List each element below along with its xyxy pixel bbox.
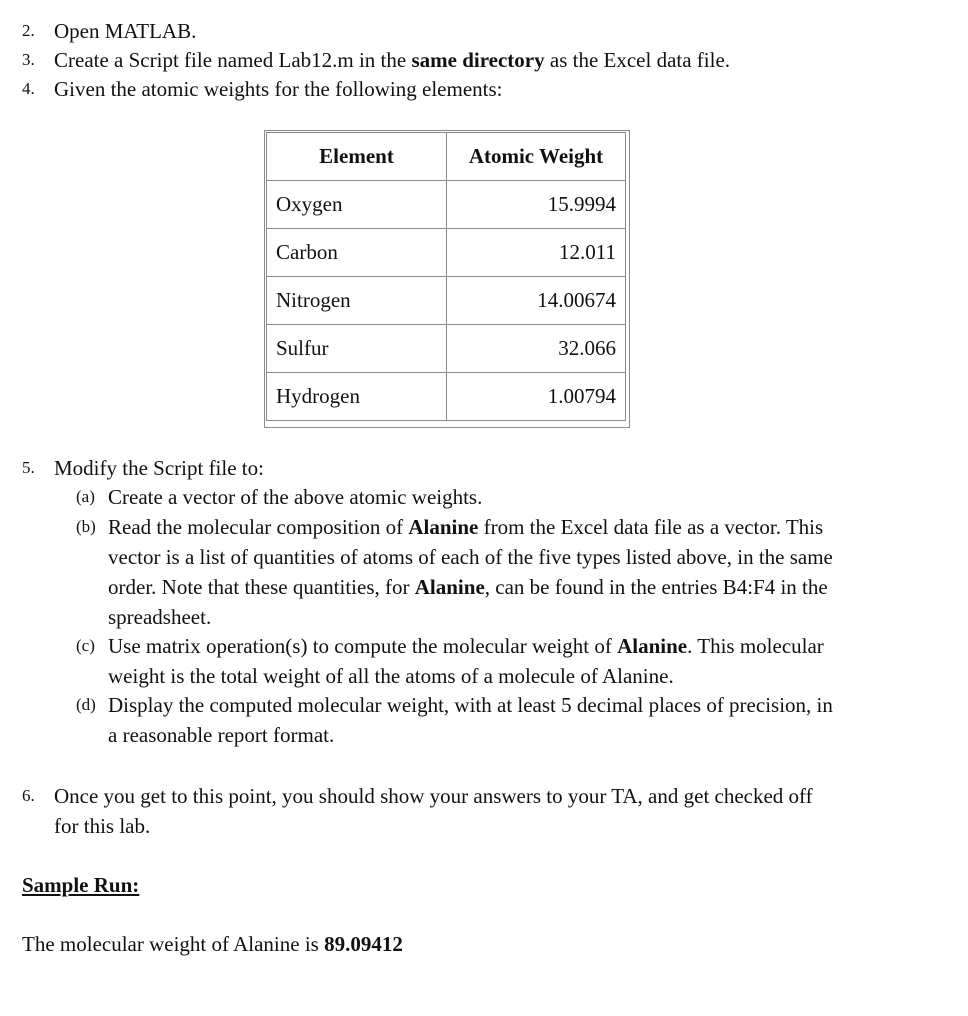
- substep-label: (c): [76, 636, 95, 655]
- line-part: order. Note that these quantities, for: [108, 575, 415, 599]
- step-number: 2.: [22, 21, 35, 40]
- sample-run-heading: Sample Run:: [22, 873, 140, 897]
- step-text-part: as the Excel data file.: [544, 48, 731, 72]
- element-cell: Carbon: [267, 229, 447, 277]
- line-part: from the Excel data file as a vector. This: [478, 515, 824, 539]
- step-number: 4.: [22, 79, 35, 98]
- step-4: [0, 74, 968, 104]
- step-text-emphasis: same directory: [411, 48, 545, 72]
- weight-cell: 14.00674: [447, 277, 626, 325]
- step-text: Open MATLAB.: [54, 19, 197, 43]
- substep-line: weight is the total weight of all the atoms of a molecule of Alanine.: [108, 664, 674, 688]
- line-emphasis: Alanine: [408, 515, 479, 539]
- table-row: [267, 325, 626, 373]
- substep-line: [108, 631, 948, 661]
- substep-line: vector is a list of quantities of atoms of each of the five types listed above, in the same: [108, 545, 833, 569]
- line-part: Read the molecular composition of: [108, 515, 409, 539]
- step-5: [0, 453, 968, 483]
- table-header-row: [267, 133, 626, 181]
- table-row: [267, 229, 626, 277]
- output-text: The molecular weight of Alanine is: [22, 932, 325, 956]
- output-value: 89.09412: [324, 932, 403, 956]
- element-cell: Nitrogen: [267, 277, 447, 325]
- step-text: Modify the Script file to:: [54, 456, 264, 480]
- step-text: [54, 45, 730, 75]
- column-header-atomic-weight: Atomic Weight: [447, 133, 626, 181]
- weight-cell: 12.011: [447, 229, 626, 277]
- substep-body: [108, 512, 948, 632]
- substep-body: [108, 690, 948, 750]
- step-2: [0, 16, 968, 46]
- substep-a: [76, 482, 956, 512]
- element-cell: Hydrogen: [267, 373, 447, 421]
- step-6: [0, 781, 968, 841]
- sample-run-output: [22, 929, 403, 959]
- weight-cell: 1.00794: [447, 373, 626, 421]
- substep-d: [76, 690, 956, 750]
- step-text: Given the atomic weights for the following elements:: [54, 77, 503, 101]
- element-cell: Oxygen: [267, 181, 447, 229]
- substep-label: (b): [76, 517, 96, 536]
- substep-b: [76, 512, 956, 632]
- step-number: 3.: [22, 50, 35, 69]
- substep-line: spreadsheet.: [108, 605, 212, 629]
- substep-line: [108, 512, 948, 542]
- table-row: [267, 373, 626, 421]
- column-header-element: Element: [267, 133, 447, 181]
- substep-line: Display the computed molecular weight, with at least 5 decimal places of precision, in: [108, 693, 833, 717]
- atomic-weights-table: [266, 132, 626, 421]
- substep-body: [108, 482, 948, 512]
- step-number: 6.: [22, 786, 35, 805]
- table-row: [267, 277, 626, 325]
- substep-body: [108, 631, 948, 691]
- element-cell: Sulfur: [267, 325, 447, 373]
- step-number: 5.: [22, 458, 35, 477]
- step-text-line: Once you get to this point, you should show your answers to your TA, and get checked off: [54, 784, 813, 808]
- step-text-part: Create a Script file named Lab12.m in the: [54, 48, 412, 72]
- step-3: [0, 45, 968, 75]
- line-part: Use matrix operation(s) to compute the molecular weight of: [108, 634, 618, 658]
- substep-line: [108, 572, 948, 602]
- substep-line: Create a vector of the above atomic weights.: [108, 485, 483, 509]
- table-row: [267, 181, 626, 229]
- weight-cell: 15.9994: [447, 181, 626, 229]
- substep-c: [76, 631, 956, 691]
- weight-cell: 32.066: [447, 325, 626, 373]
- line-emphasis: Alanine: [617, 634, 688, 658]
- substep-label: (a): [76, 487, 95, 506]
- line-emphasis: Alanine: [414, 575, 485, 599]
- substep-line: a reasonable report format.: [108, 723, 335, 747]
- step-text-line: for this lab.: [54, 814, 151, 838]
- line-part: . This molecular: [687, 634, 824, 658]
- line-part: , can be found in the entries B4:F4 in the: [484, 575, 828, 599]
- substep-label: (d): [76, 695, 96, 714]
